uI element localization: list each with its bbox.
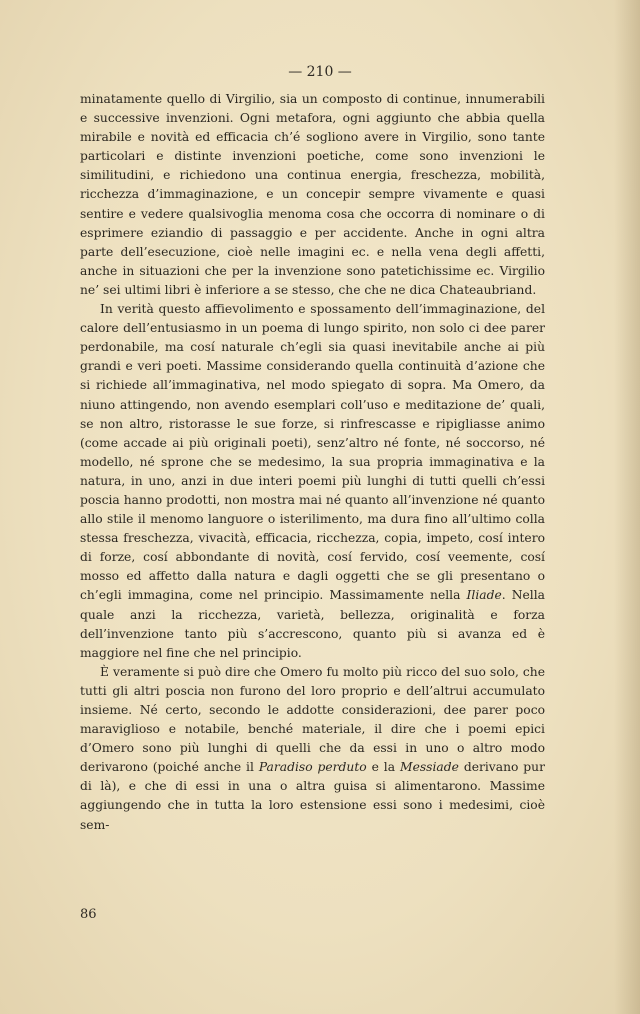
text-segment: In verità questo affievolimento e spossamento dell’immaginazione, del calore dell’entusiasmo in un poema di lungo spirito, non solo ci dee parer perdonabile, ma cosí naturale ch’egli sia quasi inevitabile anche ai più grandi e veri poeti. Massime considerando quella continuità d’azione che si richiede all’immaginativa, nel modo spiegato di sopra. Ma Omero, da niuno attingendo, non avendo esemplari coll’uso e meditazione de’ quali, se non altro, ristorasse le sue forze, si rinfrescasse e ripigliasse animo (come accade ai più originali poeti), senz’altro né fonte, né soccorso, né modello, né sprone che se medesimo, la sua propria immaginativa e la natura, in uno, anzi in due interi poemi più lunghi di tutti quelli ch’essi poscia hanno prodotti, non mostra mai né quanto all’invenzione né quanto allo stile il menomo languore o isterilimento, ma dura fino all’ultimo colla stessa freschezza, vivacità, efficacia, ricchezza, copia, impeto, cosí intero di forze, cosí abbondante di novità, cosí fervido, cosí veemente, cosí mosso ed affetto dalla natura e dagli oggetti che se gli presentano o ch’egli immagina, come nel principio. Massimamente nella bbox=[80, 302, 545, 603]
text-segment: È veramente si può dire che Omero fu molto più ricco del suo solo, che tutti gli altri poscia non furono del loro proprio e dell’altrui accumulato insieme. Né certo, secondo le addotte considerazioni, dee parer poco maraviglioso e notabile, benché materiale, il dire che i poemi epici d’Omero sono più lunghi di quelli che da essi in uno o altro modo derivarono (poiché anche il bbox=[80, 664, 545, 775]
text-segment: e la bbox=[366, 760, 400, 775]
body-text bbox=[80, 90, 545, 835]
text-segment: minatamente quello di Virgilio, sia un composto di continue, innumerabili e successive invenzioni. Ogni metafora, ogni aggiunto che abbia quella mirabile e novità ed efficacia ch’é sogliono avere in Virgilio, sono tante particolari e distinte invenzioni poetiche, come sono invenzioni le similitudini, e richiedono una continua energia, freschezza, mobilità, ricchezza d’immaginazione, e un concepir sempre vivamente e quasi sentire e vedere qualsivoglia menoma cosa che occorra di nominare o di esprimere eziandio di passaggio e per accidente. Anche in ogni altra parte dell’esecuzione, cioè nelle imagini ec. e nella vena degli affetti, anche in situazioni che per la invenzione sono patetichissime ec. Virgilio ne’ sei ultimi libri è inferiore a se stesso, che che ne dica Chateaubriand. bbox=[80, 92, 545, 297]
signature-mark: 86 bbox=[80, 907, 97, 922]
italic-title: Paradiso perduto bbox=[258, 760, 367, 775]
italic-title: Iliade bbox=[466, 588, 502, 603]
page-number: — 210 — bbox=[288, 64, 352, 80]
italic-title: Messiade bbox=[400, 760, 459, 775]
paragraph-2 bbox=[80, 300, 545, 663]
text-segment: derivano pur di là), e che di essi in una o altra guisa si alimentarono. Massime aggiungendo che in tutta la loro estensione essi sono i medesimi, cioè sem- bbox=[80, 760, 545, 832]
paragraph-3 bbox=[80, 663, 545, 835]
text-segment: . Nella quale anzi la ricchezza, varietà, bellezza, originalità e forza dell’invenzione tanto più s’accrescono, quanto più si avanza ed è maggiore nel fine che nel principio. bbox=[80, 588, 545, 660]
paragraph-1 bbox=[80, 90, 545, 300]
